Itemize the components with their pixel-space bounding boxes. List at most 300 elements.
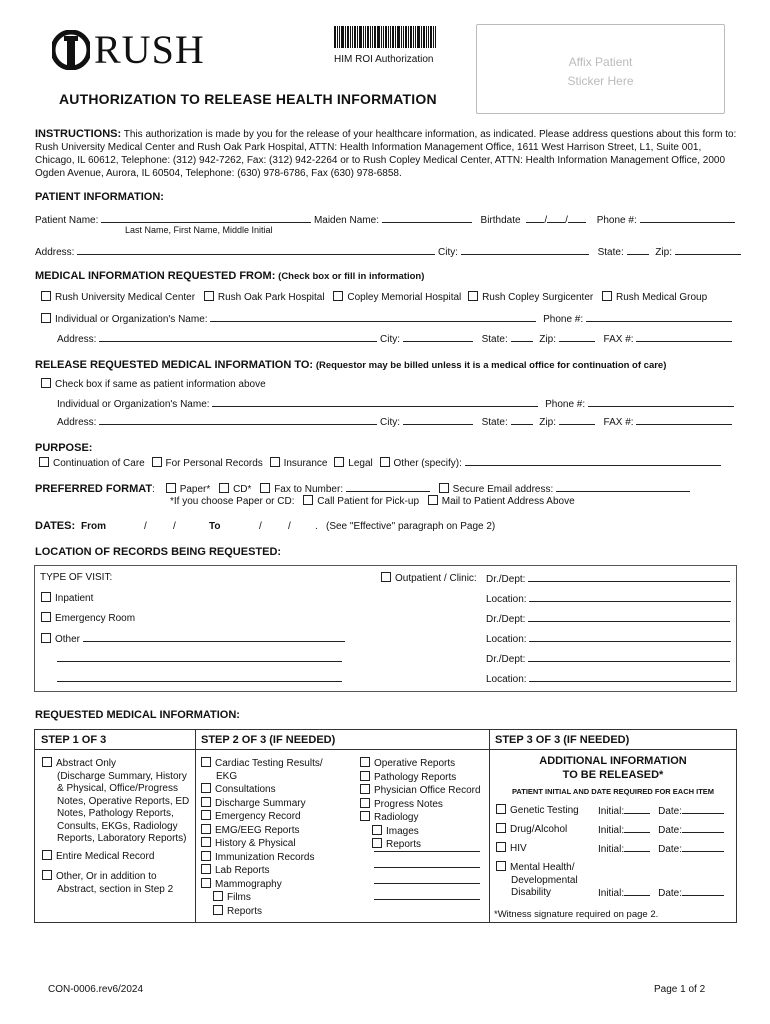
step2-blank-line[interactable] — [374, 842, 480, 852]
barcode-bar — [395, 26, 396, 48]
from-option-label: Copley Memorial Hospital — [347, 292, 462, 303]
drug-row — [496, 823, 567, 835]
patient-phone-field[interactable] — [640, 213, 735, 223]
loc-row — [486, 672, 731, 685]
other-step1-label: Other, Or in addition to — [56, 871, 157, 882]
mental-label: Developmental — [511, 874, 578, 886]
step2-label: Reports — [386, 839, 422, 850]
barcode-bar — [421, 26, 422, 48]
from-phone-field[interactable] — [586, 312, 732, 322]
dates-label: DATES: — [35, 520, 76, 532]
to-individual-label: Individual or Organization's Name: — [57, 399, 210, 410]
format-note: *If you choose Paper or CD: — [170, 496, 295, 507]
barcode-bar — [426, 26, 427, 48]
form-title: AUTHORIZATION TO RELEASE HEALTH INFORMATION — [59, 91, 437, 107]
date-field[interactable] — [682, 842, 724, 852]
from-option-label: Rush Oak Park Hospital — [217, 292, 325, 303]
barcode — [334, 26, 438, 48]
step2-blank-line[interactable] — [374, 874, 480, 884]
er-checkbox[interactable] — [41, 612, 51, 622]
initial-label: Initial: — [598, 806, 625, 817]
dates-to-label: To — [209, 521, 221, 532]
barcode-bar — [372, 26, 373, 48]
step2-blank-line[interactable] — [374, 890, 480, 900]
inpatient-label: Inpatient — [55, 593, 94, 604]
from-individual-field[interactable] — [210, 312, 536, 322]
requested-table — [34, 729, 737, 923]
step2-checkbox[interactable] — [360, 771, 370, 781]
format-heading: PREFERRED FORMAT — [35, 483, 153, 495]
other-step1-block — [42, 870, 173, 896]
fax-label: Fax to Number: — [274, 484, 344, 495]
inpatient-row — [41, 592, 93, 604]
date-label: Date: — [658, 825, 683, 836]
to-phone-label: Phone #: — [545, 399, 586, 410]
purpose-checkbox[interactable] — [270, 457, 280, 467]
patient-city-field[interactable] — [461, 245, 589, 255]
step2-checkbox[interactable] — [360, 784, 370, 794]
additional-title-line: TO BE RELEASED* — [562, 769, 664, 781]
step2-checkbox[interactable] — [360, 811, 370, 821]
other-visit-label: Other — [55, 634, 81, 645]
step2-label: Consultations — [215, 784, 276, 795]
from-option-checkbox[interactable] — [468, 291, 478, 301]
from-heading-row — [35, 270, 424, 282]
date-dot: . — [315, 521, 318, 532]
abstract-checkbox[interactable] — [42, 757, 52, 767]
maiden-name-field[interactable] — [382, 213, 472, 223]
barcode-bar — [405, 26, 407, 48]
from-zip-field[interactable] — [559, 332, 595, 342]
to-heading: RELEASE REQUESTED MEDICAL INFORMATION TO: — [35, 359, 314, 371]
step2-checkbox[interactable] — [201, 783, 211, 793]
barcode-bar — [352, 26, 353, 48]
barcode-bar — [397, 26, 400, 48]
abstract-desc: & Physical, Office/Progress — [57, 783, 178, 794]
initial-field[interactable] — [624, 823, 650, 833]
hiv-row — [496, 842, 527, 854]
step2-checkbox[interactable] — [360, 798, 370, 808]
barcode-bar — [428, 26, 429, 48]
abstract-desc: Notes, Pathology Reports, — [57, 808, 174, 819]
cd-label: CD* — [233, 484, 252, 495]
barcode-bar — [433, 26, 434, 48]
purpose-heading: PURPOSE: — [35, 442, 93, 454]
loc-row — [486, 612, 730, 625]
location-field[interactable] — [529, 592, 731, 602]
purpose-label: Insurance — [283, 458, 328, 469]
to-heading-note: (Requestor may be billed unless it is a medical office for continuation of care) — [315, 360, 667, 371]
genetic-label: Genetic Testing — [510, 805, 579, 816]
step2-checkbox[interactable] — [201, 797, 211, 807]
barcode-bar — [367, 26, 369, 48]
birthdate-label: Birthdate — [480, 215, 521, 226]
purpose-options-row — [39, 456, 721, 469]
mental-checkbox[interactable] — [496, 861, 506, 871]
to-address-label: Address: — [57, 417, 97, 428]
initial-note: PATIENT INITIAL AND DATE REQUIRED FOR EACH ITEM — [511, 787, 715, 796]
barcode-bar — [401, 26, 402, 48]
mail-checkbox[interactable] — [428, 495, 438, 505]
barcode-bar — [363, 26, 364, 48]
barcode-bar — [413, 26, 414, 48]
paper-checkbox[interactable] — [166, 483, 176, 493]
to-zip-field[interactable] — [559, 415, 595, 425]
barcode-bar — [345, 26, 346, 48]
step2-label: EKG — [216, 770, 238, 782]
patient-address-field[interactable] — [77, 245, 435, 255]
hiv-checkbox[interactable] — [496, 842, 506, 852]
to-city-field[interactable] — [403, 415, 473, 425]
from-option-label: Rush University Medical Center — [55, 292, 196, 303]
hiv-label: HIV — [510, 843, 527, 854]
date-label: Date: — [658, 888, 683, 899]
step2-checkbox[interactable] — [201, 878, 211, 888]
sticker-line-2: Sticker Here — [567, 74, 634, 88]
barcode-bar — [415, 26, 416, 48]
patient-name-sublabel: Last Name, First Name, Middle Initial — [125, 225, 273, 235]
from-individual-label: Individual or Organization's Name: — [55, 314, 208, 325]
drdept-label: Dr./Dept: — [486, 574, 526, 585]
sticker-line-1: Affix Patient — [568, 55, 633, 69]
to-individual-field[interactable] — [212, 397, 538, 407]
barcode-bar — [374, 26, 376, 48]
purpose-label: Legal — [348, 458, 373, 469]
logo-wordmark: RUSH — [94, 27, 205, 72]
date-slash: / — [259, 521, 262, 532]
to-city-label: City: — [380, 417, 401, 428]
to-heading-row — [35, 359, 666, 371]
step2-label: EMG/EEG Reports — [215, 824, 300, 836]
date-label: Date: — [658, 844, 683, 855]
patient-city-label: City: — [438, 247, 459, 258]
initial-field[interactable] — [624, 842, 650, 852]
step2-label: Operative Reports — [374, 758, 456, 769]
outpatient-label: Outpatient / Clinic: — [395, 573, 477, 584]
other-visit-field[interactable] — [83, 632, 345, 642]
drug-label: Drug/Alcohol — [510, 824, 568, 835]
abstract-desc: (Discharge Summary, History — [57, 770, 187, 782]
from-fax-label: FAX #: — [603, 334, 634, 345]
genetic-checkbox[interactable] — [496, 804, 506, 814]
outpatient-row — [381, 572, 477, 584]
birth-year-field[interactable] — [568, 213, 586, 223]
from-individual-row — [41, 312, 732, 325]
patient-name-label: Patient Name: — [35, 215, 99, 226]
barcode-bar — [390, 26, 391, 48]
date-slash: / — [288, 521, 291, 532]
initial-label: Initial: — [598, 825, 625, 836]
barcode-bar — [377, 26, 380, 48]
purpose-checkbox[interactable] — [39, 457, 49, 467]
other-step1-checkbox[interactable] — [42, 870, 52, 880]
from-phone-label: Phone #: — [543, 314, 584, 325]
initial-field[interactable] — [624, 886, 650, 896]
barcode-bar — [347, 26, 349, 48]
location-label: Location: — [486, 634, 527, 645]
email-checkbox[interactable] — [439, 483, 449, 493]
step2-checkbox[interactable] — [201, 864, 211, 874]
loc-row — [486, 592, 731, 605]
paper-label: Paper* — [179, 484, 211, 495]
email-label: Secure Email address: — [452, 484, 554, 495]
location-field[interactable] — [529, 632, 731, 642]
maiden-name-label: Maiden Name: — [313, 215, 379, 226]
drdept-label: Dr./Dept: — [486, 654, 526, 665]
entire-record-label: Entire Medical Record — [56, 851, 155, 862]
step2-label: Physician Office Record — [374, 785, 481, 796]
from-option-checkbox[interactable] — [333, 291, 343, 301]
abstract-desc: Consults, EKGs, Radiology — [57, 820, 178, 832]
other-visit-checkbox[interactable] — [41, 633, 51, 643]
step2-label: History & Physical — [215, 838, 296, 849]
barcode-bar — [392, 26, 394, 48]
other-step1-desc: Abstract, section in Step 2 — [57, 883, 174, 895]
purpose-checkbox[interactable] — [152, 457, 162, 467]
from-option-checkbox[interactable] — [204, 291, 214, 301]
location-label: Location: — [486, 674, 527, 685]
barcode-bar — [435, 26, 436, 48]
step2-header: STEP 2 OF 3 (IF NEEDED) — [195, 730, 489, 750]
patient-info-heading: PATIENT INFORMATION: — [35, 191, 164, 203]
initial-date-row — [598, 842, 724, 855]
barcode-bar — [388, 26, 389, 48]
step2-checkbox[interactable] — [201, 757, 211, 767]
from-heading: MEDICAL INFORMATION REQUESTED FROM: — [35, 270, 276, 282]
step2-checkbox[interactable] — [213, 891, 223, 901]
other-visit-line[interactable] — [57, 672, 342, 682]
patient-zip-field[interactable] — [675, 245, 741, 255]
step2-label: Discharge Summary — [215, 797, 306, 809]
page-number: Page 1 of 2 — [654, 984, 706, 995]
drdept-field[interactable] — [528, 612, 730, 622]
er-row — [41, 612, 135, 624]
initial-date-row — [598, 823, 724, 836]
to-zip-label: Zip: — [539, 417, 556, 428]
purpose-label: Continuation of Care — [53, 458, 145, 469]
barcode-bar — [381, 26, 382, 48]
mail-label: Mail to Patient Address Above — [441, 496, 575, 507]
step2-blank-line[interactable] — [374, 858, 480, 868]
patient-name-row: Patient Name: Maiden Name: Birthdate / / Phone #: — [35, 213, 735, 226]
barcode-bar — [410, 26, 412, 48]
purpose-label: Other (specify): — [393, 458, 462, 469]
step2-checkbox[interactable] — [201, 810, 211, 820]
date-field[interactable] — [682, 823, 724, 833]
other-visit-row — [41, 632, 345, 645]
er-label: Emergency Room — [55, 613, 136, 624]
date-field[interactable] — [682, 804, 724, 814]
dates-from-label: From — [81, 521, 106, 532]
pickup-label: Call Patient for Pick-up — [317, 496, 420, 507]
step2-checkbox[interactable] — [372, 825, 382, 835]
barcode-bar — [417, 26, 420, 48]
from-state-field[interactable] — [511, 332, 533, 342]
from-option-checkbox[interactable] — [41, 291, 51, 301]
step2-checkbox[interactable] — [201, 837, 211, 847]
from-zip-label: Zip: — [539, 334, 556, 345]
initial-label: Initial: — [598, 844, 625, 855]
form-code: CON-0006.rev6/2024 — [48, 984, 144, 995]
barcode-bar — [370, 26, 371, 48]
outpatient-checkbox[interactable] — [381, 572, 391, 582]
dates-heading — [35, 520, 75, 532]
additional-title-line: ADDITIONAL INFORMATION — [539, 755, 687, 767]
to-address-row — [57, 415, 732, 428]
to-same-row — [41, 378, 266, 390]
drug-checkbox[interactable] — [496, 823, 506, 833]
entire-record-row — [42, 850, 154, 864]
instructions — [35, 128, 740, 180]
patient-address-label: Address: — [35, 247, 75, 258]
purpose-label: For Personal Records — [165, 458, 263, 469]
patient-name-field[interactable] — [101, 213, 311, 223]
date-field[interactable] — [682, 886, 724, 896]
patient-address-row — [35, 245, 741, 258]
initial-date-row — [598, 886, 724, 899]
type-of-visit-label: TYPE OF VISIT: — [40, 572, 113, 583]
barcode-bar — [359, 26, 362, 48]
location-field[interactable] — [529, 672, 731, 682]
from-fax-field[interactable] — [636, 332, 732, 342]
rush-emblem-icon — [52, 30, 90, 70]
birth-month-field[interactable] — [526, 213, 544, 223]
step2-col-a — [201, 757, 323, 918]
cd-checkbox[interactable] — [219, 483, 229, 493]
barcode-bar — [334, 26, 336, 48]
patient-phone-label: Phone #: — [596, 215, 637, 226]
requested-heading: REQUESTED MEDICAL INFORMATION: — [35, 709, 240, 721]
from-option-label: Rush Copley Surgicenter — [482, 292, 594, 303]
purpose-checkbox[interactable] — [334, 457, 344, 467]
to-same-checkbox[interactable] — [41, 378, 51, 388]
mental-label: Disability — [511, 887, 552, 898]
to-same-label: Check box if same as patient information above — [55, 379, 266, 390]
from-option-label: Rush Medical Group — [616, 292, 708, 303]
to-address-field[interactable] — [99, 415, 377, 425]
birth-day-field[interactable] — [547, 213, 565, 223]
instructions-text: This authorization is made by you for the release of your healthcare information, as indicated. Please address questions about this form to: Rush University Medical Center and Rush Oak Park Hospital, ATTN: Health Information Management Office, 1611 West Harrison Street, L1, Suite 001, Chicago, IL 60612, Telephone: (312) 942-7262, Fax: (312) 942-2264 or to Rush Copley Medical Center, ATTN: Health Information Management Office, 2000 Ogden Avenue, Aurora, IL 60504, Telephone: (630) 978-6786, Fax (630) 978-6858. — [35, 129, 737, 179]
location-heading: LOCATION OF RECORDS BEING REQUESTED: — [35, 546, 282, 558]
to-state-field[interactable] — [511, 415, 533, 425]
barcode-bar — [408, 26, 409, 48]
step2-label: Immunization Records — [215, 851, 315, 863]
date-slash: / — [144, 521, 147, 532]
barcode-bar — [403, 26, 404, 48]
additional-title — [489, 754, 737, 782]
step2-checkbox[interactable] — [213, 905, 223, 915]
date-label: Date: — [658, 806, 683, 817]
step3-header: STEP 3 OF 3 (IF NEEDED) — [489, 730, 737, 750]
abstract-desc: Reports, Laboratory Reports) — [57, 833, 187, 844]
barcode-bar — [430, 26, 432, 48]
drdept-field[interactable] — [528, 572, 730, 582]
abstract-desc: Notes, Operative Reports, ED — [57, 795, 190, 807]
other-visit-line[interactable] — [57, 652, 342, 662]
format-note-row — [170, 495, 575, 507]
barcode-bar — [423, 26, 425, 48]
column-divider — [195, 730, 196, 922]
barcode-caption: HIM ROI Authorization — [334, 54, 434, 65]
location-label: Location: — [486, 594, 527, 605]
step2-checkbox[interactable] — [201, 851, 211, 861]
patient-state-field[interactable] — [627, 245, 649, 255]
step2-label: Lab Reports — [215, 865, 270, 876]
initial-label: Initial: — [598, 888, 625, 899]
from-address-label: Address: — [57, 334, 97, 345]
abstract-label: Abstract Only — [56, 758, 117, 769]
from-heading-note: (Check box or fill in information) — [278, 271, 425, 282]
from-city-field[interactable] — [403, 332, 473, 342]
to-state-label: State: — [481, 417, 508, 428]
mental-block — [496, 861, 578, 900]
pickup-checkbox[interactable] — [303, 495, 313, 505]
step2-label: Emergency Record — [215, 811, 301, 822]
step2-checkbox[interactable] — [360, 757, 370, 767]
from-option-checkbox[interactable] — [602, 291, 612, 301]
fax-number-field[interactable] — [346, 482, 430, 492]
initial-date-row — [598, 804, 724, 817]
inpatient-checkbox[interactable] — [41, 592, 51, 602]
from-options-row — [41, 291, 707, 303]
from-individual-checkbox[interactable] — [41, 313, 51, 323]
step2-label: Pathology Reports — [374, 771, 457, 783]
to-phone-field[interactable] — [588, 397, 734, 407]
step2-label: Cardiac Testing Results/ — [215, 758, 323, 769]
initial-field[interactable] — [624, 804, 650, 814]
barcode-bar — [350, 26, 351, 48]
to-fax-field[interactable] — [636, 415, 732, 425]
instructions-label: INSTRUCTIONS: — [35, 128, 122, 140]
purpose-other-field[interactable] — [465, 456, 721, 466]
loc-row — [486, 652, 730, 665]
barcode-bar — [365, 26, 366, 48]
patient-zip-label: Zip: — [655, 247, 672, 258]
mental-label: Mental Health/ — [510, 862, 575, 873]
abstract-block — [42, 757, 189, 846]
from-state-label: State: — [481, 334, 508, 345]
from-address-row — [57, 332, 732, 345]
barcode-bar — [385, 26, 387, 48]
entire-record-checkbox[interactable] — [42, 850, 52, 860]
patient-sticker-box — [476, 24, 725, 114]
barcode-bar — [354, 26, 356, 48]
barcode-bar — [383, 26, 384, 48]
step2-label: Progress Notes — [374, 798, 443, 810]
witness-note: *Witness signature required on page 2. — [494, 909, 659, 920]
step2-col-b — [360, 757, 481, 852]
step2-label: Films — [227, 892, 251, 903]
loc-row — [486, 632, 731, 645]
barcode-bar — [337, 26, 338, 48]
purpose-checkbox[interactable] — [380, 457, 390, 467]
genetic-row — [496, 804, 579, 816]
step2-label: Reports — [227, 905, 263, 917]
step1-header: STEP 1 OF 3 — [35, 730, 195, 750]
dates-note: (See "Effective" paragraph on Page 2) — [326, 521, 496, 532]
to-fax-label: FAX #: — [603, 417, 634, 428]
from-address-field[interactable] — [99, 332, 377, 342]
fax-checkbox[interactable] — [260, 483, 270, 493]
loc-row — [486, 572, 730, 585]
email-field[interactable] — [556, 482, 690, 492]
step2-checkbox[interactable] — [201, 824, 211, 834]
drdept-field[interactable] — [528, 652, 730, 662]
barcode-bar — [339, 26, 340, 48]
to-individual-row — [57, 397, 734, 410]
patient-state-label: State: — [597, 247, 624, 258]
barcode-bar — [357, 26, 358, 48]
